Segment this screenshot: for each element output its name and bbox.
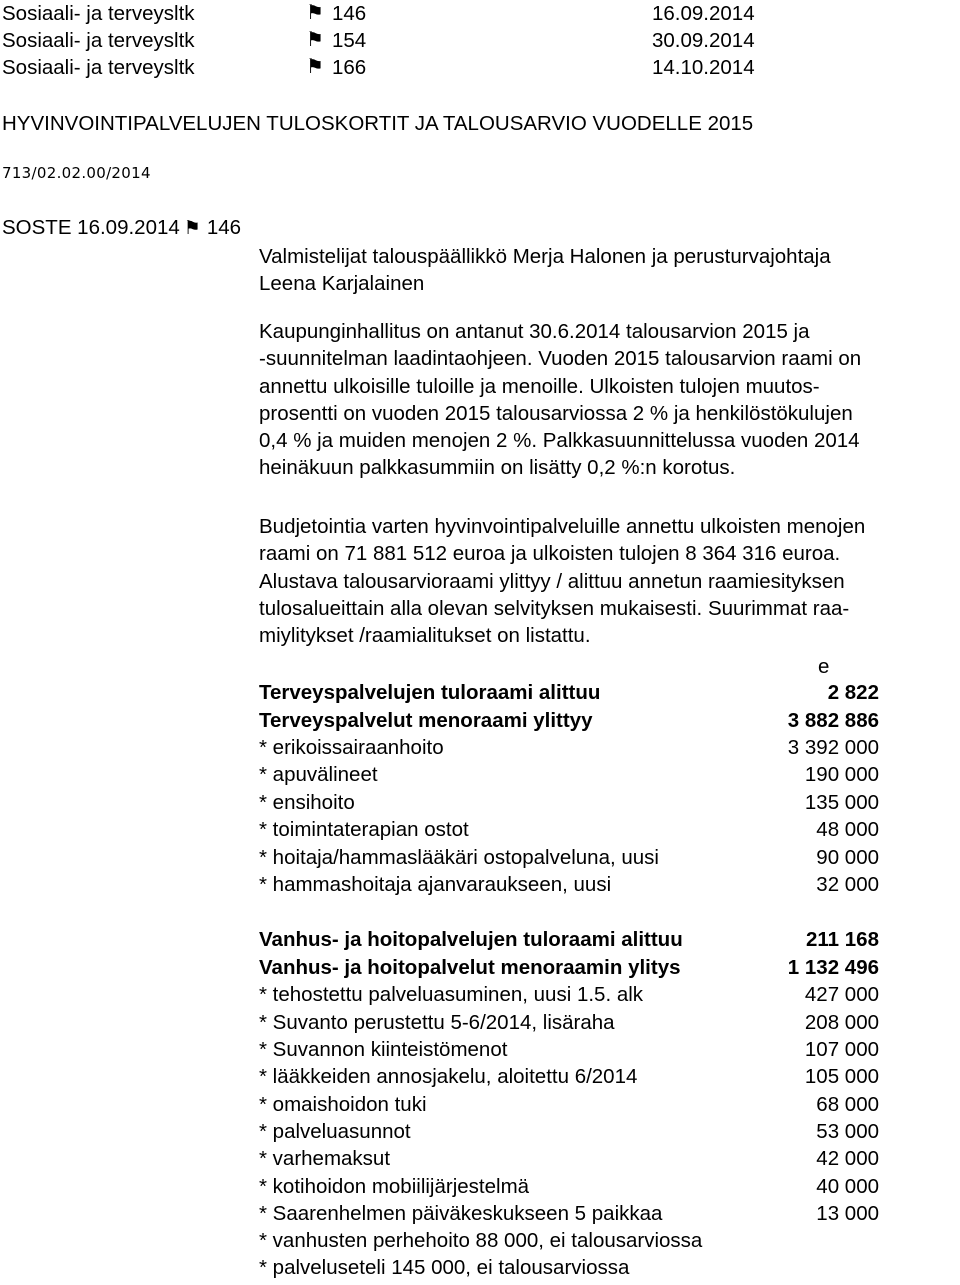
table-row: * hoitaja/hammaslääkäri ostopalveluna, uusi 90 000 [259, 846, 879, 869]
paragraph-line: -suunnitelman laadintaohjeen. Vuoden 2015 talousarvion raami on [259, 347, 862, 371]
paragraph-line: annettu ulkoisille tuloille ja menoille. Ulkoisten tulojen muutos- [259, 374, 820, 398]
preparers-line: Valmistelijat talouspäällikkö Merja Halonen ja perusturvajohtaja [259, 245, 831, 268]
table-row: * erikoissairaanhoito 3 392 000 [259, 736, 879, 759]
history-number-2: 154 [332, 29, 367, 52]
history-date-2: 30.09.2014 [652, 29, 755, 52]
flag-icon: ⚑ [306, 29, 324, 51]
paragraph-line: prosentti on vuoden 2015 talousarviossa 2 % ja henkilöstökulujen [259, 401, 853, 425]
history-number-1: 146 [332, 2, 367, 25]
preparers [259, 243, 831, 298]
table-row: * ensihoito 135 000 [259, 791, 879, 814]
currency-column-header: e [818, 655, 830, 678]
history-date-3: 14.10.2014 [652, 56, 755, 79]
paragraph-budget-frame [259, 513, 865, 649]
paragraph-line: 0,4 % ja muiden menojen 2 %. Palkkasuunnittelussa vuoden 2014 [259, 429, 860, 453]
history-number-3: 166 [332, 56, 367, 79]
paragraph-line: tulosalueittain alla olevan selvityksen mukaisesti. Suurimmat raa- [259, 596, 850, 620]
table-row: * Suvannon kiinteistömenot 107 000 [259, 1038, 879, 1061]
table-row: Terveyspalvelut menoraami ylittyy 3 882 886 [259, 709, 879, 732]
table-row: * hammashoitaja ajanvaraukseen, uusi 32 000 [259, 873, 879, 896]
reference-number: 713/02.02.00/2014 [2, 164, 151, 182]
flag-icon: ⚑ [306, 56, 324, 78]
meeting-body-date: SOSTE 16.09.2014 [2, 216, 180, 239]
paragraph-line: Budjetointia varten hyvinvointipalveluille annettu ulkoisten menojen [259, 515, 866, 538]
table-row: * lääkkeiden annosjakelu, aloitettu 6/2014 105 000 [259, 1065, 879, 1088]
paragraph-line: heinäkuun palkkasummiin on lisätty 0,2 %:n korotus. [259, 456, 736, 480]
table-row: * varhemaksut 42 000 [259, 1147, 879, 1170]
preparers-line: Leena Karjalainen [259, 272, 425, 296]
paragraph-line: Alustava talousarvioraami ylittyy / alittuu annetun raamiesityksen [259, 569, 845, 593]
history-body-3: Sosiaali- ja terveysltk [2, 56, 195, 79]
paragraph-line: miylitykset /raamialitukset on listattu. [259, 624, 591, 648]
table-row: Terveyspalvelujen tuloraami alittuu 2 822 [259, 681, 879, 704]
table-row: Vanhus- ja hoitopalvelujen tuloraami alittuu 211 168 [259, 928, 879, 951]
page-title: HYVINVOINTIPALVELUJEN TULOSKORTIT JA TALOUSARVIO VUODELLE 2015 [2, 112, 754, 135]
history-body-1: Sosiaali- ja terveysltk [2, 2, 195, 25]
flag-icon: ⚑ [183, 218, 201, 239]
table-row: * palveluseteli 145 000, ei talousarviossa [259, 1256, 630, 1279]
flag-icon: ⚑ [306, 2, 324, 24]
table-row: * Saarenhelmen päiväkeskukseen 5 paikkaa 13 000 [259, 1202, 879, 1225]
history-date-1: 16.09.2014 [652, 2, 755, 25]
table-row: * vanhusten perhehoito 88 000, ei talousarviossa [259, 1229, 703, 1252]
table-row: * omaishoidon tuki 68 000 [259, 1093, 879, 1116]
table-row: * palveluasunnot 53 000 [259, 1120, 879, 1143]
history-body-2: Sosiaali- ja terveysltk [2, 29, 195, 52]
table-row: Vanhus- ja hoitopalvelut menoraamin ylitys 1 132 496 [259, 956, 879, 979]
table-row: * kotihoidon mobiilijärjestelmä 40 000 [259, 1175, 879, 1198]
table-row: * apuvälineet 190 000 [259, 763, 879, 786]
meeting-number: 146 [206, 216, 242, 239]
paragraph-line: raami on 71 881 512 euroa ja ulkoisten tulojen 8 364 316 euroa. [259, 542, 841, 566]
paragraph-line: Kaupunginhallitus on antanut 30.6.2014 talousarvion 2015 ja [259, 320, 810, 343]
paragraph-budget-guidelines [259, 318, 861, 482]
table-row: * toimintaterapian ostot 48 000 [259, 818, 879, 841]
meeting-line [2, 218, 241, 239]
table-row: * Suvanto perustettu 5-6/2014, lisäraha 208 000 [259, 1011, 879, 1034]
table-row: * tehostettu palveluasuminen, uusi 1.5. alk 427 000 [259, 983, 879, 1006]
